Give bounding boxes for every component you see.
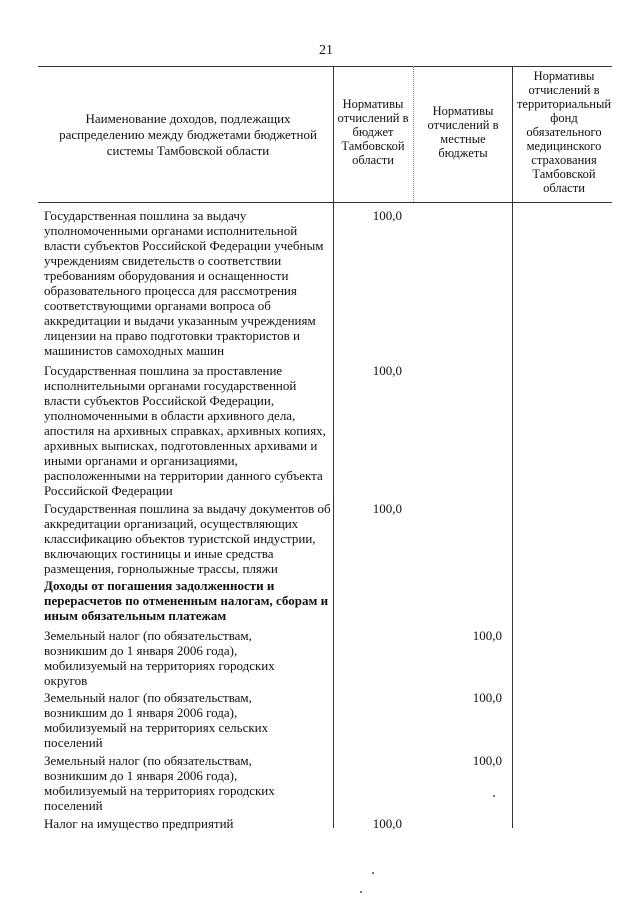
row-regional-value: 100,0 (372, 501, 402, 516)
row-name: Налог на имущество предприятий (44, 816, 234, 831)
header-local-column: Нормативы отчислений в местные бюджеты (427, 104, 499, 160)
header-name-column: Наименование доходов, подлежащих распределению между бюджетами бюджетной системы Тамбовской области (59, 111, 317, 158)
scan-speck (493, 795, 495, 797)
page-number: 21 (319, 43, 333, 58)
row-regional-value: 100,0 (372, 816, 402, 831)
row-regional-value: 100,0 (372, 363, 402, 378)
col-divider-2-header (413, 66, 414, 202)
scan-speck (372, 872, 374, 874)
row-name: Государственная пошлина за выдачу документов об аккредитации организаций, осуществляющих классификацию объектов туристской индустрии, включающих гостиницы и иные средства размещения, горнолыжные трассы, пляжи (44, 501, 331, 576)
row-regional-value: 100,0 (372, 208, 402, 223)
row-name: Земельный налог (по обязательствам, возникшим до 1 января 2006 года), мобилизуемый на территориях сельских поселений (44, 690, 269, 750)
row-name: Государственная пошлина за выдачу уполномоченными органами исполнительной власти субъектов Российской Федерации учебным учреждениям свидетельств о соответствии требованиям оборудования и оснащенности образовательного процесса для рассмотрения соответствующими органами вопроса об аккредитации и выдачи указанным учреждениям лицензии на право подготовки трактористов и машинистов самоходных машин (44, 208, 324, 358)
row-name: Земельный налог (по обязательствам, возникшим до 1 января 2006 года), мобилизуемый на территориях городских поселений (44, 753, 275, 813)
row-name: Земельный налог (по обязательствам, возникшим до 1 января 2006 года), мобилизуемый на территориях городских округов (44, 628, 275, 688)
section-heading: Доходы от погашения задолженности и перерасчетов по отмененным налогам, сборам и иным обязательным платежам (44, 578, 329, 623)
col-divider-3 (512, 202, 513, 828)
header-fund-column: Нормативы отчислений в территориальный фонд обязательного медицинского страхования Тамбовской области (516, 69, 612, 195)
table-top-rule (38, 66, 612, 67)
row-local-value: 100,0 (472, 753, 502, 768)
scan-speck (360, 891, 362, 893)
col-divider-1-header (333, 66, 334, 202)
header-regional-column: Нормативы отчислений в бюджет Тамбовской области (337, 97, 409, 167)
row-local-value: 100,0 (472, 690, 502, 705)
row-name: Государственная пошлина за проставление исполнительными органами государственной власти субъектов Российской Федерации, уполномоченными в области архивного дела, апостиля на архивных справках, архивных копиях, архивных выписках, подготовленных архивами и иными органами и организациями, расположенными на территории данного субъекта Российской Федерации (44, 363, 326, 498)
header-bottom-rule (38, 202, 612, 203)
col-divider-3-header (512, 66, 513, 202)
row-local-value: 100,0 (472, 628, 502, 643)
